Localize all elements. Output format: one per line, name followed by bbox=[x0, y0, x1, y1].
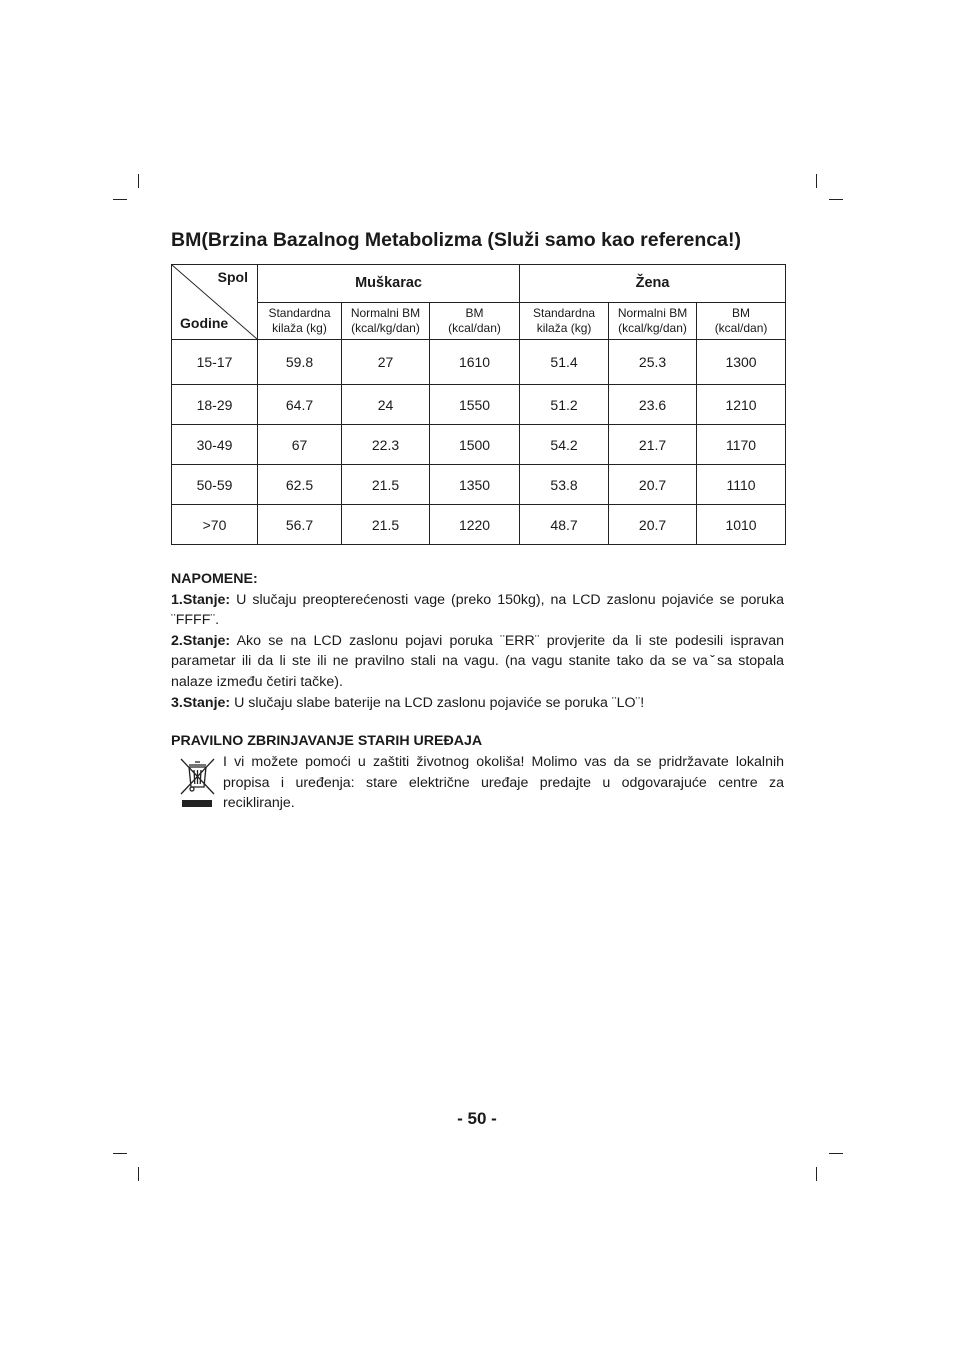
notes-section bbox=[171, 569, 784, 713]
male-normal-bm-cell: 22.3 bbox=[342, 425, 430, 465]
male-normal-bm-cell: 27 bbox=[342, 340, 430, 385]
subheader-normal-bm: Normalni BM (kcal/kg/dan) bbox=[342, 302, 430, 340]
crossed-out-wheelie-bin-icon bbox=[178, 756, 216, 810]
page-number: - 50 - bbox=[457, 1109, 497, 1128]
female-weight-cell: 51.2 bbox=[520, 385, 609, 425]
male-bm-cell: 1350 bbox=[430, 465, 520, 505]
note-label: 3.Stanje: bbox=[171, 694, 231, 711]
age-cell: 50-59 bbox=[172, 465, 258, 505]
male-bm-cell: 1550 bbox=[430, 385, 520, 425]
note-item bbox=[171, 693, 784, 714]
female-bm-cell: 1110 bbox=[697, 465, 786, 505]
table-row bbox=[172, 465, 786, 505]
note-text: Ako se na LCD zaslonu pojavi poruka ¨ERR¨ provjerite da li ste podesili ispravan parametar ili da li ste ili ne pravilno stali na vagu. (na vagu stanite tako da se vaˇsa stopala nalaze između četiri tačke). bbox=[171, 632, 784, 690]
note-label: 2.Stanje: bbox=[171, 632, 231, 649]
age-cell: >70 bbox=[172, 505, 258, 545]
notes-heading: NAPOMENE: bbox=[171, 571, 258, 587]
female-bm-cell: 1300 bbox=[697, 340, 786, 385]
note-text: U slučaju slabe baterije na LCD zaslonu pojaviće se poruka ¨LO¨! bbox=[230, 694, 645, 711]
note-item bbox=[171, 590, 784, 631]
female-bm-cell: 1010 bbox=[697, 505, 786, 545]
group-header-female: Žena bbox=[520, 265, 786, 303]
subheader-bm: BM (kcal/dan) bbox=[430, 302, 520, 340]
female-normal-bm-cell: 20.7 bbox=[609, 505, 697, 545]
crop-mark bbox=[829, 1153, 843, 1154]
subheader-std-weight: Standardna kilaža (kg) bbox=[520, 302, 609, 340]
table-corner-cell bbox=[172, 265, 258, 340]
female-weight-cell: 54.2 bbox=[520, 425, 609, 465]
crop-mark bbox=[816, 174, 817, 188]
metabolism-table bbox=[171, 264, 786, 545]
table-row bbox=[172, 340, 786, 385]
female-normal-bm-cell: 23.6 bbox=[609, 385, 697, 425]
female-weight-cell: 48.7 bbox=[520, 505, 609, 545]
table-row bbox=[172, 385, 786, 425]
male-normal-bm-cell: 21.5 bbox=[342, 505, 430, 545]
crop-mark bbox=[816, 1167, 817, 1181]
table-row bbox=[172, 505, 786, 545]
subheader-normal-bm: Normalni BM (kcal/kg/dan) bbox=[609, 302, 697, 340]
crop-mark bbox=[113, 199, 127, 200]
disposal-heading: PRAVILNO ZBRINJAVANJE STARIH UREĐAJA bbox=[171, 733, 483, 749]
female-weight-cell: 51.4 bbox=[520, 340, 609, 385]
male-weight-cell: 67 bbox=[258, 425, 342, 465]
subheader-bm: BM (kcal/dan) bbox=[697, 302, 786, 340]
male-bm-cell: 1610 bbox=[430, 340, 520, 385]
female-normal-bm-cell: 21.7 bbox=[609, 425, 697, 465]
male-bm-cell: 1500 bbox=[430, 425, 520, 465]
male-normal-bm-cell: 24 bbox=[342, 385, 430, 425]
female-bm-cell: 1170 bbox=[697, 425, 786, 465]
male-weight-cell: 56.7 bbox=[258, 505, 342, 545]
age-cell: 15-17 bbox=[172, 340, 258, 385]
age-cell: 18-29 bbox=[172, 385, 258, 425]
corner-label-sex: Spol bbox=[217, 269, 248, 285]
crop-mark bbox=[113, 1153, 127, 1154]
male-weight-cell: 62.5 bbox=[258, 465, 342, 505]
note-item bbox=[171, 631, 784, 693]
crop-mark bbox=[138, 174, 139, 188]
disposal-text: I vi možete pomoći u zaštiti životnog okoliša! Molimo vas da se pridržavate lokalnih propisa i uređenja: stare električne uređaje predajte u odgovarajuće centre za recikliranje. bbox=[223, 754, 784, 812]
female-normal-bm-cell: 25.3 bbox=[609, 340, 697, 385]
female-weight-cell: 53.8 bbox=[520, 465, 609, 505]
female-normal-bm-cell: 20.7 bbox=[609, 465, 697, 505]
table-row bbox=[172, 425, 786, 465]
female-bm-cell: 1210 bbox=[697, 385, 786, 425]
male-bm-cell: 1220 bbox=[430, 505, 520, 545]
page-title: BM(Brzina Bazalnog Metabolizma (Služi samo kao referenca!) bbox=[171, 229, 741, 251]
male-normal-bm-cell: 21.5 bbox=[342, 465, 430, 505]
subheader-std-weight: Standardna kilaža (kg) bbox=[258, 302, 342, 340]
group-header-male: Muškarac bbox=[258, 265, 520, 303]
male-weight-cell: 64.7 bbox=[258, 385, 342, 425]
age-cell: 30-49 bbox=[172, 425, 258, 465]
note-label: 1.Stanje: bbox=[171, 591, 231, 608]
male-weight-cell: 59.8 bbox=[258, 340, 342, 385]
crop-mark bbox=[829, 199, 843, 200]
crop-mark bbox=[138, 1167, 139, 1181]
note-text: U slučaju preopterećenosti vage (preko 150kg), na LCD zaslonu pojaviće se poruka ¨FFFF¨. bbox=[171, 591, 784, 629]
corner-label-age: Godine bbox=[180, 315, 229, 331]
